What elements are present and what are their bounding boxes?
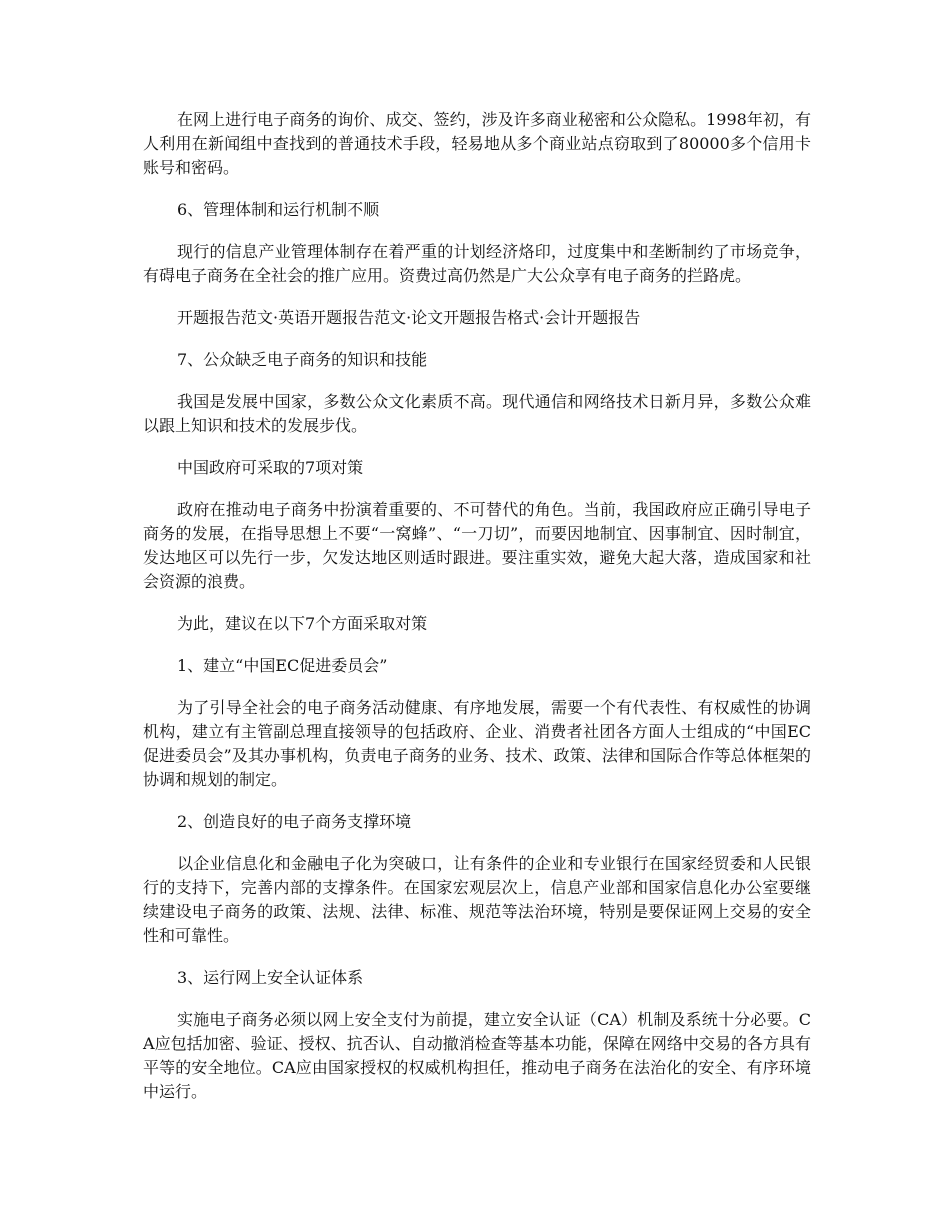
heading-management-system: 6、管理体制和运行机制不顺 [177, 200, 380, 219]
heading-public-knowledge: 7、公众缺乏电子商务的知识和技能 [177, 350, 428, 369]
paragraph-security-certification: 实施电子商务必须以网上安全支付为前提，建立安全认证（CA）机制及系统十分必要。CA应包括加密、验证、授权、抗否认、自动撤消检查等基本功能，保障在网络中交易的各方具有平等的安全地位。CA应由国家授权的权威机构担任，推动电子商务在法治化的安全、有序环境中运行。 [143, 1010, 811, 1101]
paragraph-support-environment: 以企业信息化和金融电子化为突破口，让有条件的企业和专业银行在国家经贸委和人民银行的支持下，完善内部的支撑条件。在国家宏观层次上，信息产业部和国家信息化办公室要继续建设电子商务的政策、法规、法律、标准、规范等法治环境，特别是要保证网上交易的安全性和可靠性。 [143, 854, 811, 945]
paragraph-public-knowledge: 我国是发展中国家，多数公众文化素质不高。现代通信和网络技术日新月异，多数公众难以跟上知识和技术的发展步伐。 [143, 392, 811, 435]
heading-ec-committee: 1、建立“中国EC促进委员会” [177, 656, 388, 675]
paragraph-ec-committee: 为了引导全社会的电子商务活动健康、有序地发展，需要一个有代表性、有权威性的协调机构，建立有主管副总理直接领导的包括政府、企业、消费者社团各方面人士组成的“中国EC促进委员会”及其办事机构，负责电子商务的业务、技术、政策、法律和国际合作等总体框架的协调和规划的制定。 [143, 698, 811, 789]
paragraph-management-system: 现行的信息产业管理体制存在着严重的计划经济烙印，过度集中和垄断制约了市场竞争，有碍电子商务在全社会的推广应用。资费过高仍然是广大公众享有电子商务的拦路虎。 [143, 242, 811, 285]
related-links-line: 开题报告范文·英语开题报告范文·论文开题报告格式·会计开题报告 [177, 308, 641, 327]
heading-seven-measures: 中国政府可采取的7项对策 [177, 458, 364, 477]
heading-support-environment: 2、创造良好的电子商务支撑环境 [177, 812, 412, 831]
heading-suggestions: 为此，建议在以下7个方面采取对策 [177, 614, 428, 633]
document-body [143, 108, 811, 1122]
paragraph-government-role: 政府在推动电子商务中扮演着重要的、不可替代的角色。当前，我国政府应正确引导电子商务的发展，在指导思想上不要“一窝蜂”、“一刀切”，而要因地制宜、因事制宜、因时制宜，发达地区可以先行一步，欠发达地区则适时跟进。要注重实效，避免大起大落，造成国家和社会资源的浪费。 [143, 500, 811, 591]
paragraph-privacy: 在网上进行电子商务的询价、成交、签约，涉及许多商业秘密和公众隐私。1998年初，有人利用在新闻组中查找到的普通技术手段，轻易地从多个商业站点窃取到了80000多个信用卡账号和密码。 [143, 110, 811, 177]
heading-security-certification: 3、运行网上安全认证体系 [177, 968, 364, 987]
